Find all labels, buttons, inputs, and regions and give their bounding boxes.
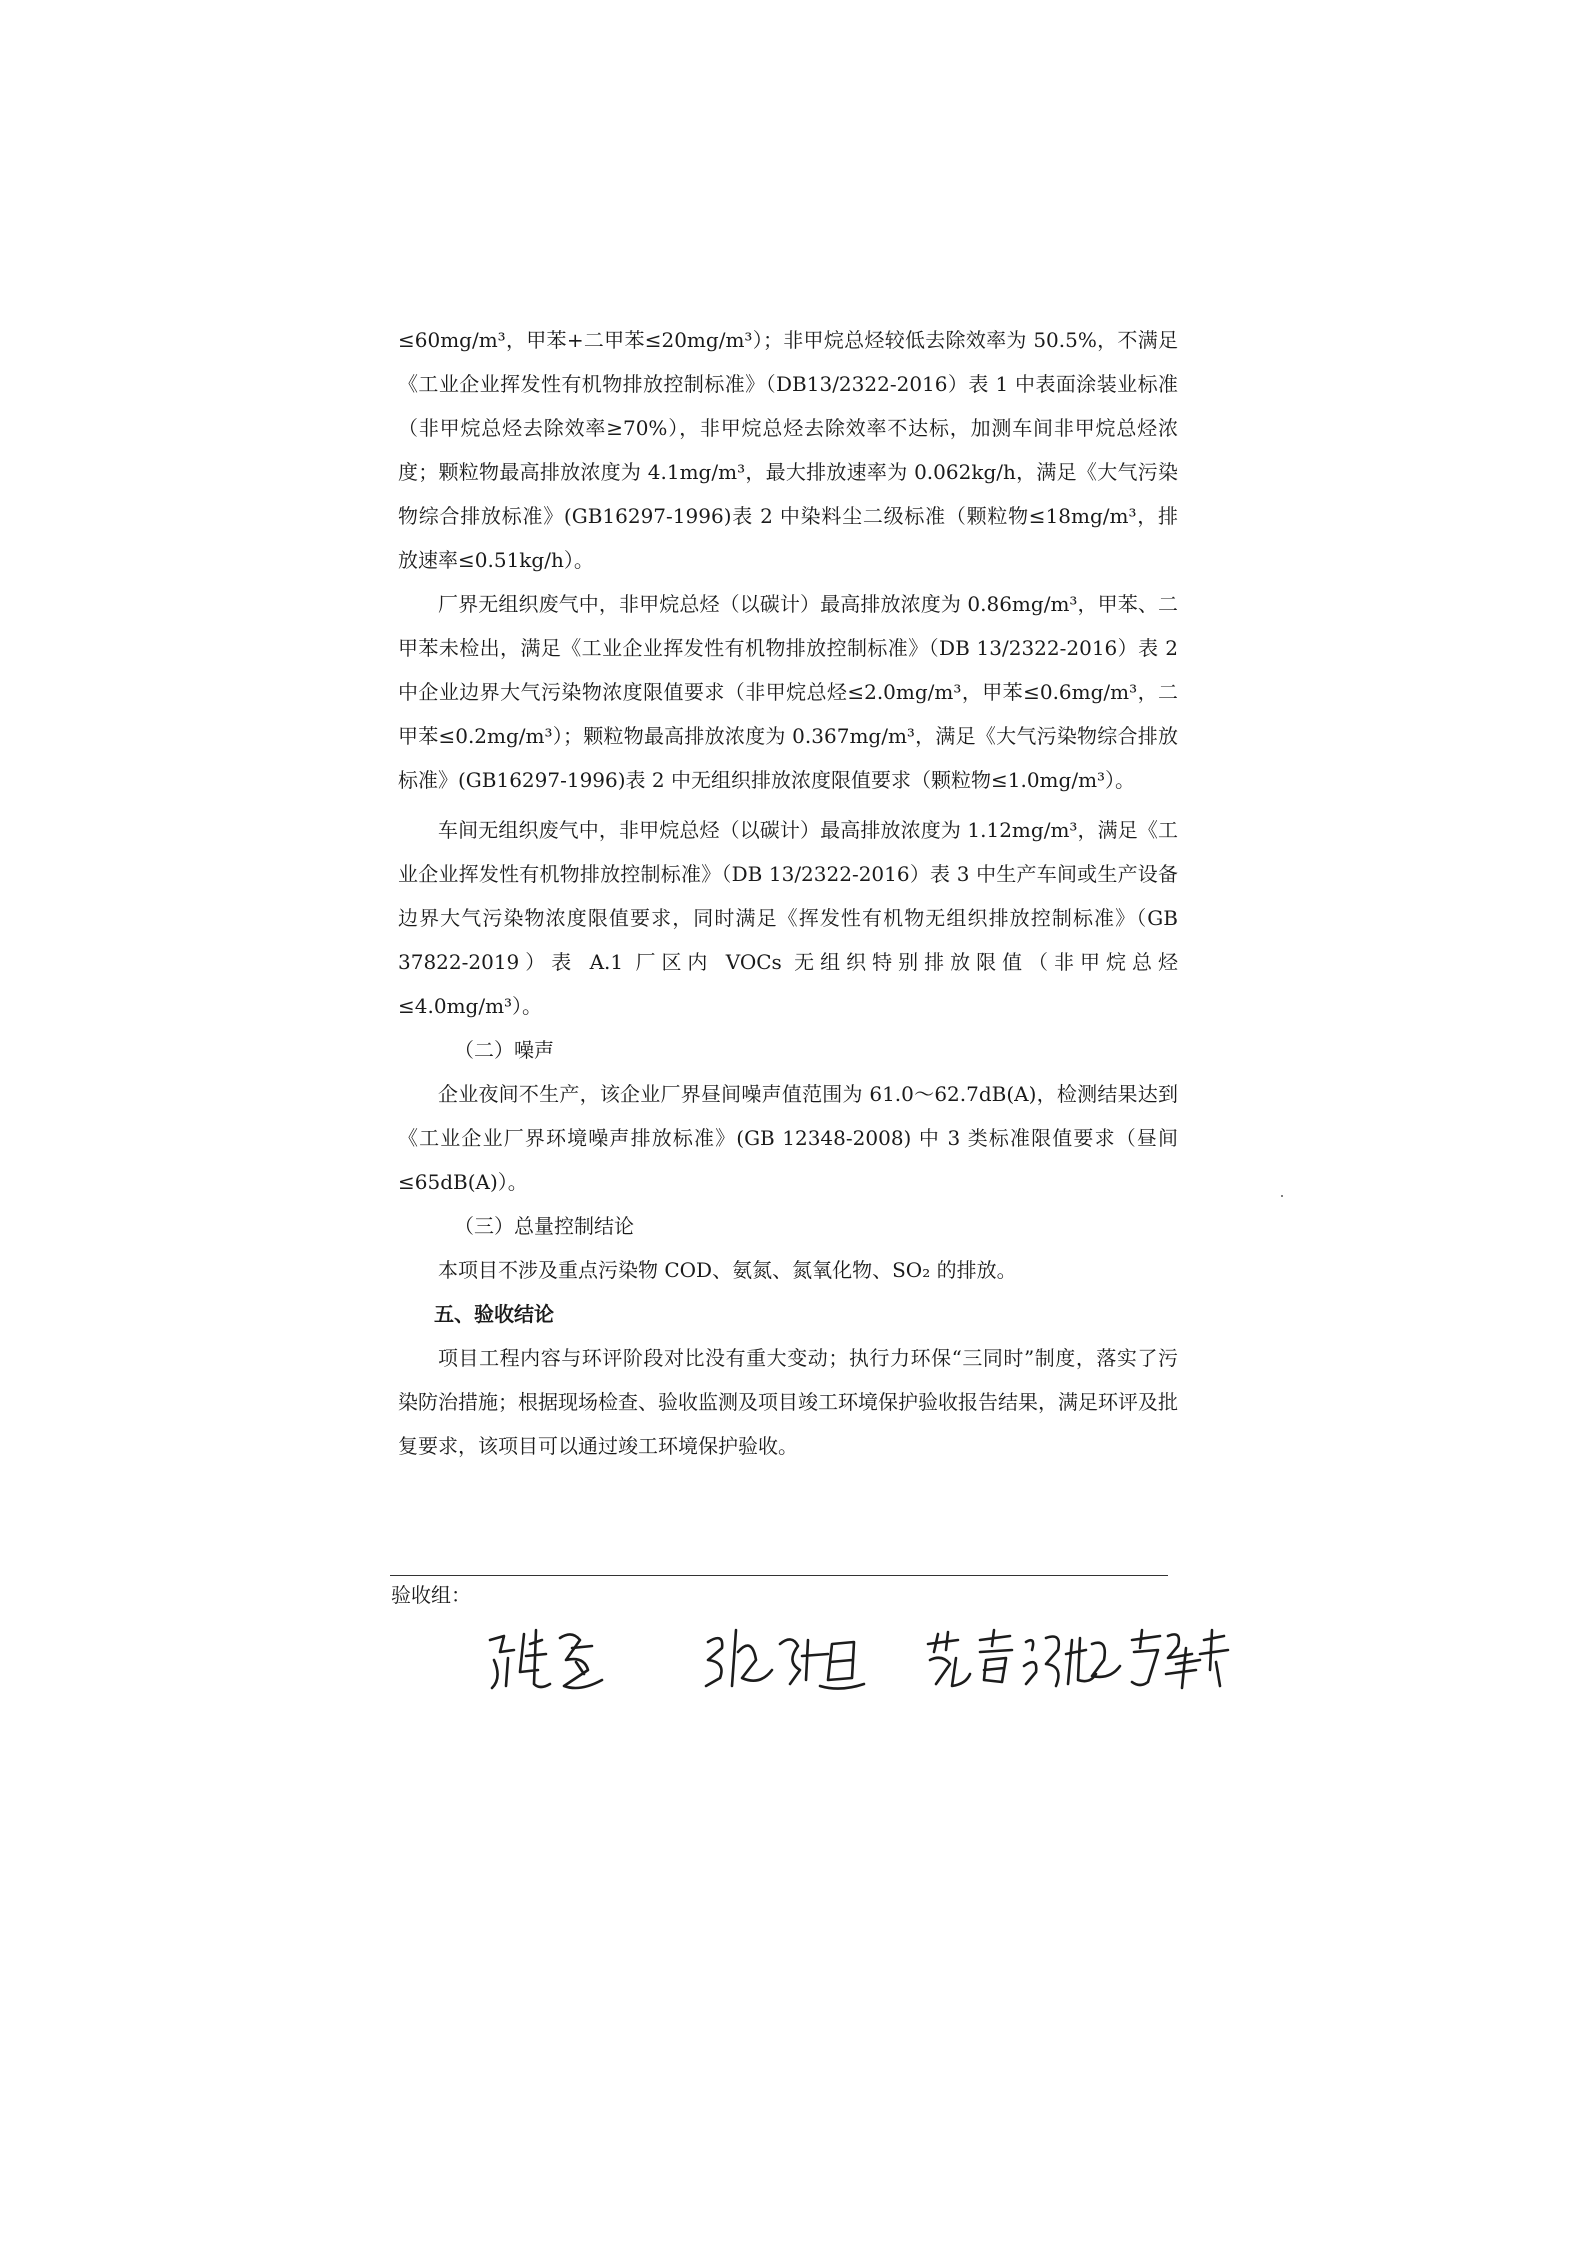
report-body	[398, 318, 1178, 1468]
paragraph-exhaust-conclusion: ≤60mg/m³，甲苯+二甲苯≤20mg/m³）；非甲烷总烃较低去除效率为 50.5%，不满足《工业企业挥发性有机物排放控制标准》（DB13/2322-2016）表 1 中表面涂装业标准（非甲烷总烃去除效率≥70%），非甲烷总烃去除效率不达标，加测车间非甲烷总烃浓度；颗粒物最高排放浓度为 4.1mg/m³，最大排放速率为 0.062kg/h，满足《大气污染物综合排放标准》(GB16297-1996)表 2 中染料尘二级标准（颗粒物≤18mg/m³，排放速率≤0.51kg/h）。	[398, 328, 1178, 572]
acceptance-group-label: 验收组：	[391, 1583, 471, 1607]
signature-5	[1132, 1630, 1228, 1688]
paragraph-total-control: 本项目不涉及重点污染物 COD、氨氮、氮氧化物、SO₂ 的排放。	[438, 1258, 1017, 1282]
paragraph-boundary-fugitive: 厂界无组织废气中，非甲烷总烃（以碳计）最高排放浓度为 0.86mg/m³，甲苯、二甲苯未检出，满足《工业企业挥发性有机物排放控制标准》（DB 13/2322-2016）表 2 中企业边界大气污染物浓度限值要求（非甲烷总烃≤2.0mg/m³，甲苯≤0.6mg/m³，二甲苯≤0.2mg/m³）；颗粒物最高排放浓度为 0.367mg/m³，满足《大气污染物综合排放标准》(GB16297-1996)表 2 中无组织排放浓度限值要求（颗粒物≤1.0mg/m³）。	[398, 592, 1178, 792]
paragraph-acceptance: 项目工程内容与环评阶段对比没有重大变动；执行力环保“三同时”制度，落实了污染防治措施；根据现场检查、验收监测及项目竣工环境保护验收报告结果，满足环评及批复要求，该项目可以通过竣工环境保护验收。	[398, 1346, 1178, 1458]
total-control-heading: （三）总量控制结论	[454, 1214, 634, 1238]
signature-3	[928, 1630, 1012, 1686]
section-heading-acceptance: 五、验收结论	[434, 1302, 554, 1326]
paragraph-noise: 企业夜间不生产，该企业厂界昼间噪声值范围为 61.0～62.7dB(A)，检测结果达到《工业企业厂界环境噪声排放标准》(GB 12348-2008) 中 3 类标准限值要求（昼间≤65dB(A)）。	[398, 1082, 1178, 1194]
signature-2	[706, 1630, 864, 1689]
paragraph-workshop-fugitive: 车间无组织废气中，非甲烷总烃（以碳计）最高排放浓度为 1.12mg/m³，满足《工业企业挥发性有机物排放控制标准》（DB 13/2322-2016）表 3 中生产车间或生产设备边界大气污染物浓度限值要求，同时满足《挥发性有机物无组织排放控制标准》（GB 37822-2019）表 A.1 厂区内 VOCs 无组织特别排放限值（非甲烷总烃≤4.0mg/m³）。	[398, 818, 1178, 1018]
signature-1	[490, 1630, 602, 1688]
handwritten-signatures	[480, 1600, 1240, 1710]
signature-divider	[390, 1575, 1168, 1576]
noise-heading: （二）噪声	[454, 1038, 554, 1062]
signature-4	[1024, 1637, 1120, 1687]
scan-speck	[1281, 1195, 1283, 1197]
